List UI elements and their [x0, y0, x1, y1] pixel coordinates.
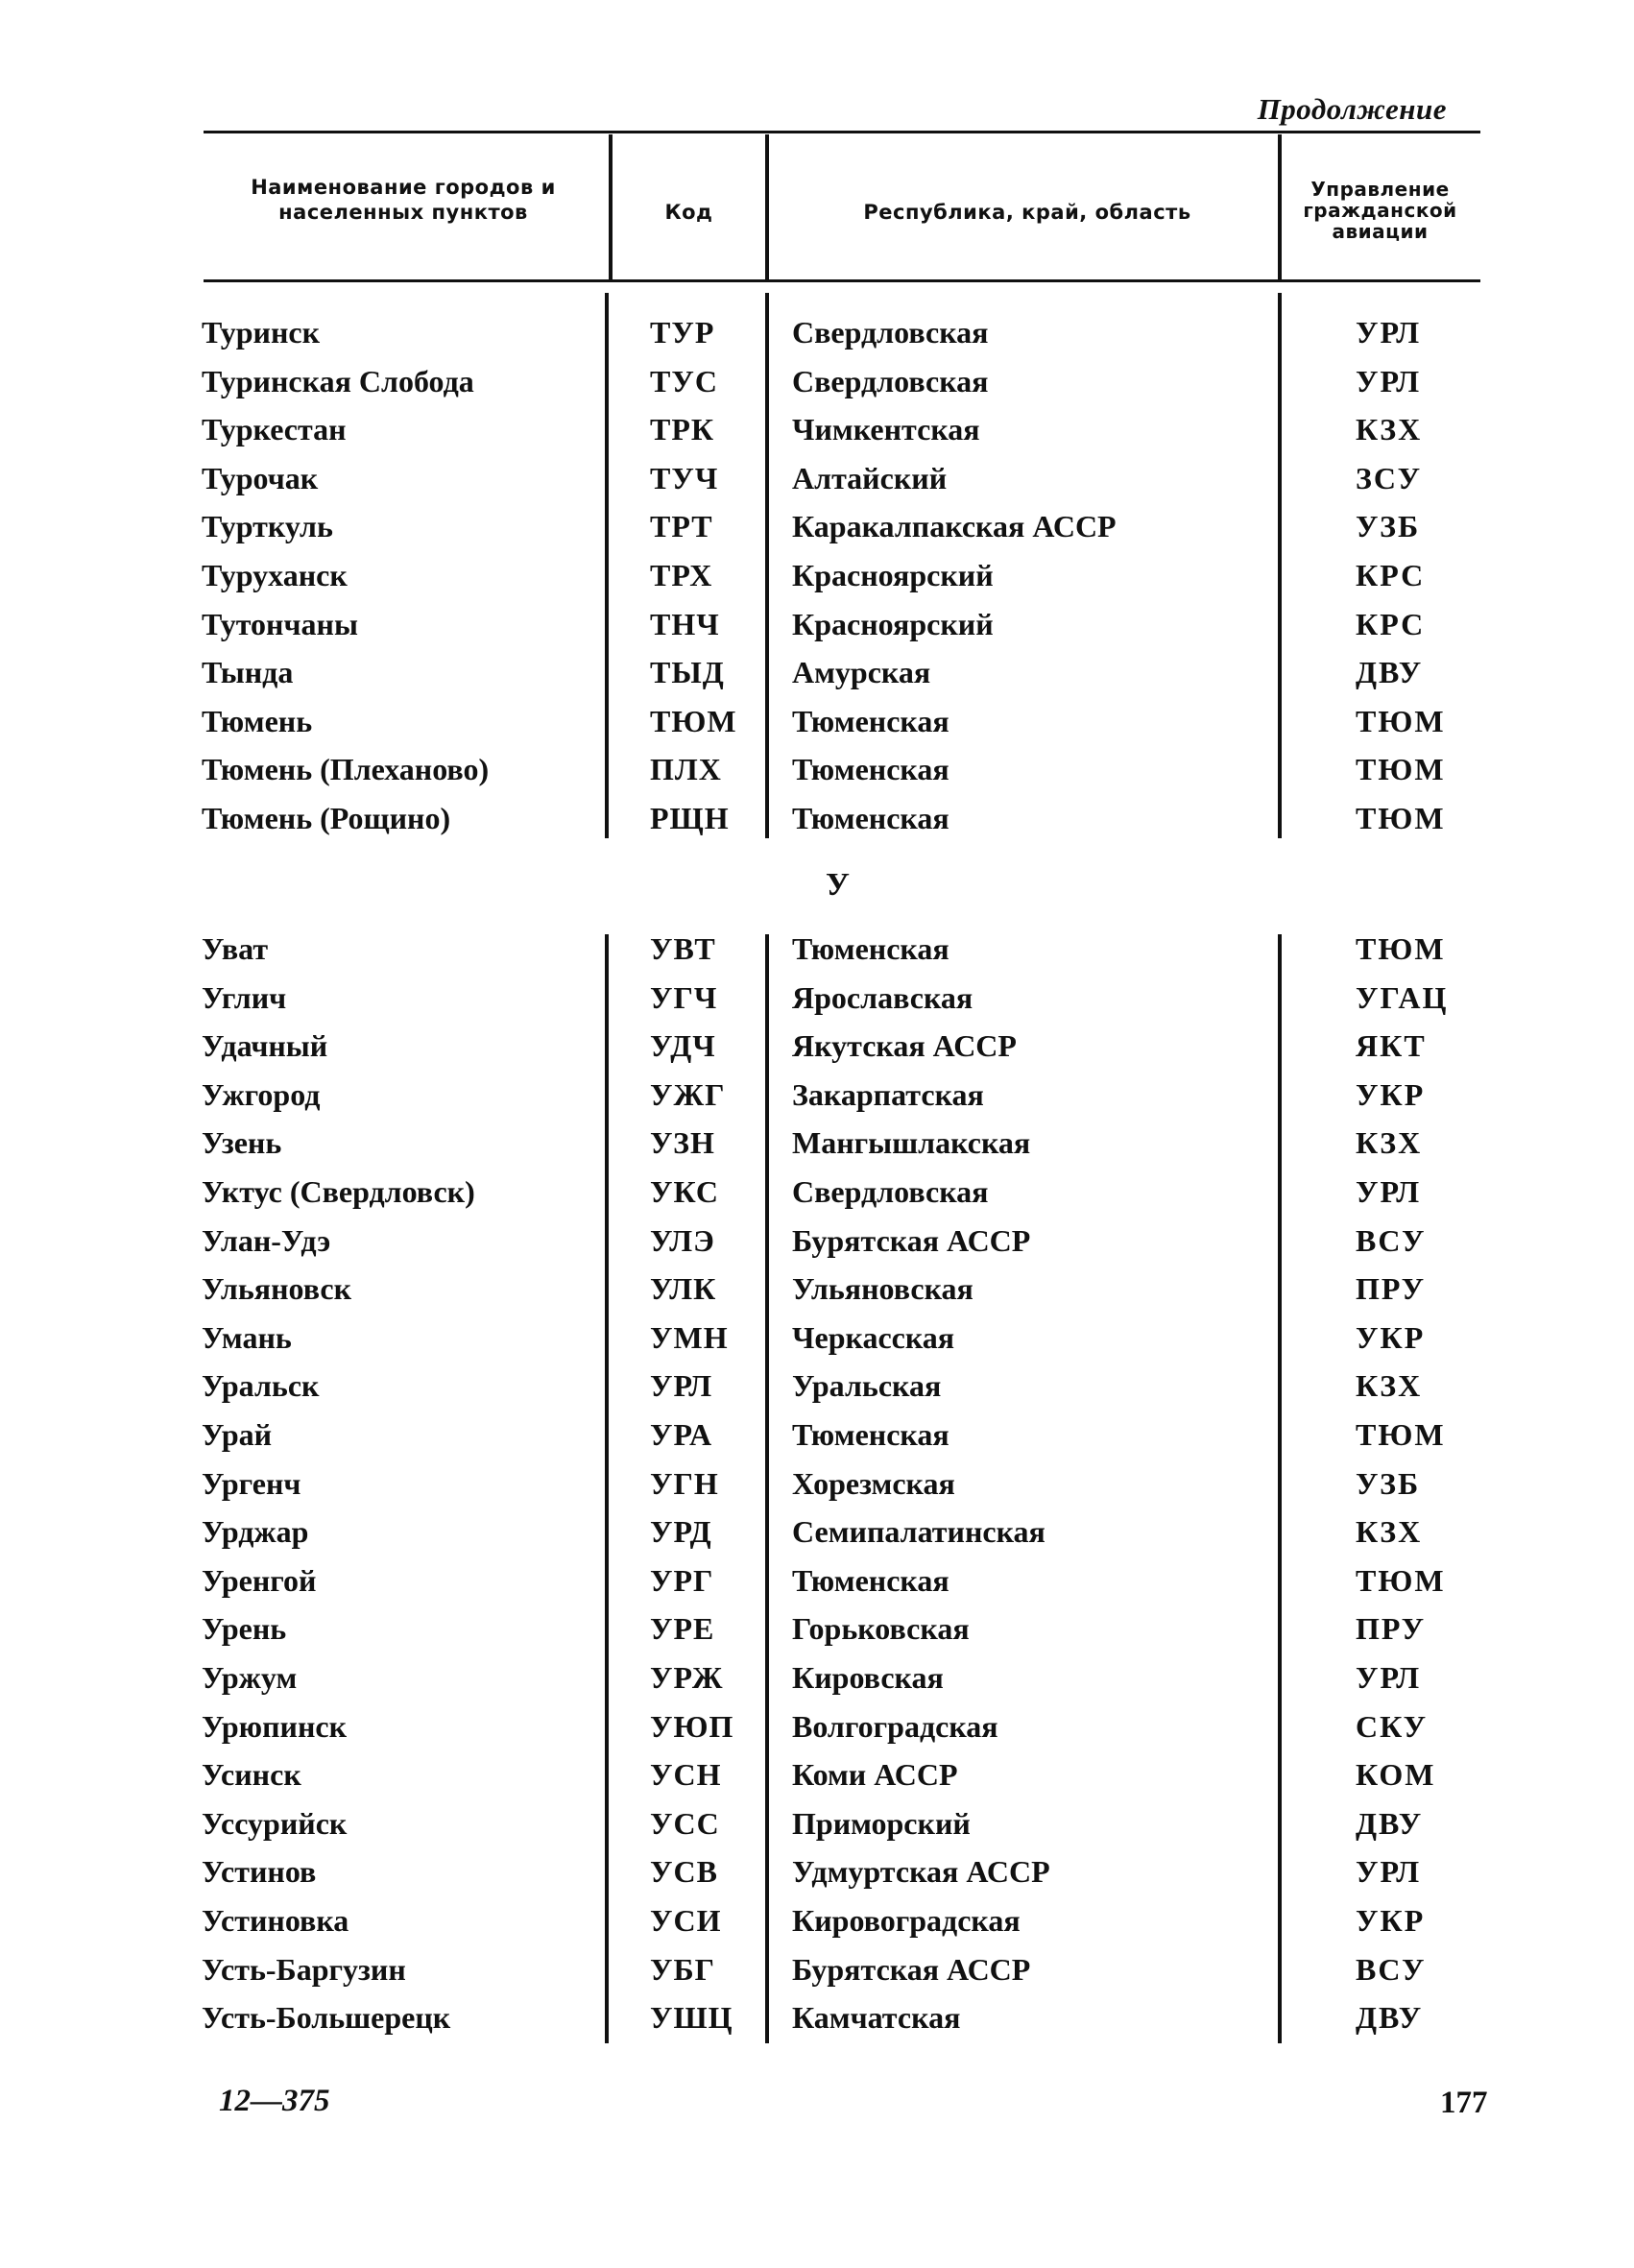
city-name: Турочак [202, 460, 319, 495]
header-name: Наименование городов и населенных пунктов [251, 176, 556, 224]
city-code: УРЛ [650, 1368, 713, 1404]
aviation-authority: УРЛ [1356, 363, 1422, 398]
city-code: ТЮМ [650, 703, 737, 738]
aviation-authority: КРС [1356, 606, 1426, 641]
table-row [0, 315, 1634, 363]
aviation-authority: ДВУ [1356, 2000, 1424, 2036]
region-name: Хорезмская [792, 1465, 955, 1501]
city-name: Уктус (Свердловск) [202, 1174, 475, 1209]
city-code: УРЖ [650, 1660, 724, 1695]
aviation-authority: ПРУ [1356, 1611, 1427, 1647]
region-name: Бурятская АССР [792, 1222, 1031, 1258]
region-name: Тюменская [792, 801, 949, 835]
region-name: Кировская [792, 1660, 944, 1695]
city-name: Тюмень (Плеханово) [202, 752, 490, 787]
city-code: УРА [650, 1417, 713, 1452]
header-divider [609, 134, 613, 280]
city-code: УЮП [650, 1708, 734, 1744]
region-name: Тюменская [792, 931, 949, 966]
table-row [0, 1611, 1634, 1659]
table-row [0, 1660, 1634, 1708]
city-code: ТРХ [650, 558, 713, 592]
table-row [0, 1806, 1634, 1854]
header-bottom-rule [204, 279, 1480, 282]
region-name: Алтайский [792, 460, 948, 495]
table-row [0, 558, 1634, 606]
aviation-authority: ТЮМ [1356, 931, 1446, 966]
aviation-authority: УКР [1356, 1076, 1426, 1112]
aviation-authority: УЗБ [1356, 1465, 1421, 1501]
table-row [0, 1757, 1634, 1805]
region-name: Свердловская [792, 363, 989, 398]
city-code: УДЧ [650, 1028, 716, 1064]
table-row [0, 1854, 1634, 1902]
region-name: Уральская [792, 1368, 942, 1404]
region-name: Ульяновская [792, 1271, 973, 1307]
aviation-authority: СКУ [1356, 1708, 1429, 1744]
city-code: ТУР [650, 315, 715, 350]
table-row [0, 1320, 1634, 1368]
aviation-authority: КЗХ [1356, 1514, 1423, 1550]
section-letter: У [826, 867, 850, 903]
aviation-authority: ПРУ [1356, 1271, 1427, 1307]
region-name: Коми АССР [792, 1757, 958, 1793]
city-code: УГЧ [650, 979, 718, 1015]
city-code: УСИ [650, 1903, 722, 1938]
footer-code: 12—375 [219, 2084, 330, 2118]
city-code: УСВ [650, 1854, 718, 1890]
city-code: УЛК [650, 1271, 717, 1307]
region-name: Удмуртская АССР [792, 1854, 1050, 1890]
table-row [0, 461, 1634, 509]
region-name: Мангышлакская [792, 1125, 1031, 1161]
city-code: ТРТ [650, 509, 713, 544]
city-name: Узень [202, 1125, 282, 1161]
table-row [0, 1271, 1634, 1319]
aviation-authority: КЗХ [1356, 1368, 1423, 1404]
aviation-authority: УЗБ [1356, 509, 1421, 544]
aviation-authority: УКР [1356, 1903, 1426, 1938]
city-code: ПЛХ [650, 752, 722, 787]
aviation-authority: ТЮМ [1356, 1562, 1446, 1598]
city-name: Урень [202, 1611, 287, 1647]
table-row [0, 607, 1634, 655]
city-name: Туринск [202, 315, 321, 350]
city-name: Удачный [202, 1028, 328, 1064]
table-row [0, 980, 1634, 1028]
aviation-authority: КОМ [1356, 1757, 1436, 1793]
city-name: Тюмень (Рощино) [202, 801, 451, 835]
city-code: УЗН [650, 1125, 715, 1161]
city-code: УВТ [650, 931, 716, 966]
region-name: Волгоградская [792, 1708, 998, 1744]
aviation-authority: УКР [1356, 1319, 1426, 1355]
region-name: Горьковская [792, 1611, 970, 1647]
table-row [0, 1417, 1634, 1465]
city-name: Уральск [202, 1368, 320, 1404]
city-code: ТРК [650, 412, 715, 447]
city-code: ТНЧ [650, 606, 720, 641]
table-row [0, 1466, 1634, 1514]
city-name: Туркестан [202, 412, 347, 447]
aviation-authority: ЯКТ [1356, 1028, 1427, 1064]
table-row [0, 412, 1634, 460]
city-code: УГН [650, 1465, 719, 1501]
table-row [0, 1223, 1634, 1271]
table-row [0, 655, 1634, 703]
city-name: Улан-Удэ [202, 1222, 331, 1258]
city-name: Туруханск [202, 558, 348, 592]
region-name: Тюменская [792, 752, 949, 787]
region-name: Чимкентская [792, 412, 980, 447]
region-name: Приморский [792, 1805, 971, 1841]
aviation-authority: ЗСУ [1356, 460, 1423, 495]
city-name: Урай [202, 1417, 273, 1452]
region-name: Свердловская [792, 1174, 989, 1209]
city-code: РЩН [650, 801, 730, 835]
region-name: Амурская [792, 655, 931, 690]
city-code: УСН [650, 1757, 722, 1793]
aviation-authority: КЗХ [1356, 412, 1423, 447]
aviation-authority: ДВУ [1356, 655, 1424, 690]
aviation-authority: ТЮМ [1356, 752, 1446, 787]
table-row [0, 1952, 1634, 2000]
city-code: УРГ [650, 1562, 714, 1598]
table-row [0, 1028, 1634, 1076]
header-code: Код [664, 201, 713, 224]
city-name: Тында [202, 655, 294, 690]
aviation-authority: УГАЦ [1356, 979, 1449, 1015]
region-name: Свердловская [792, 315, 989, 350]
table-row [0, 1174, 1634, 1222]
city-code: УЛЭ [650, 1222, 715, 1258]
city-name: Ургенч [202, 1465, 301, 1501]
aviation-authority: ТЮМ [1356, 1417, 1446, 1452]
table-row [0, 1077, 1634, 1125]
header-divider [1278, 134, 1282, 280]
aviation-authority: УРЛ [1356, 1174, 1422, 1209]
table-row [0, 1125, 1634, 1173]
region-name: Красноярский [792, 606, 994, 641]
table-row [0, 1709, 1634, 1757]
city-name: Устиновка [202, 1903, 349, 1938]
city-name: Турткуль [202, 509, 333, 544]
aviation-authority: ДВУ [1356, 1805, 1424, 1841]
region-name: Тюменская [792, 1417, 949, 1452]
table-row [0, 1368, 1634, 1416]
region-name: Семипалатинская [792, 1514, 1045, 1550]
city-name: Тутончаны [202, 606, 358, 641]
header-authority: Управление гражданской авиации [1303, 178, 1457, 243]
aviation-authority: ВСУ [1356, 1222, 1427, 1258]
aviation-authority: КЗХ [1356, 1125, 1423, 1161]
region-name: Тюменская [792, 1562, 949, 1598]
table-row [0, 801, 1634, 849]
city-name: Уват [202, 931, 269, 966]
region-name: Черкасская [792, 1319, 955, 1355]
city-name: Ульяновск [202, 1271, 352, 1307]
region-name: Тюменская [792, 703, 949, 738]
aviation-authority: ВСУ [1356, 1951, 1427, 1987]
city-name: Тюмень [202, 703, 313, 738]
region-name: Красноярский [792, 558, 994, 592]
city-name: Устинов [202, 1854, 317, 1890]
city-name: Углич [202, 979, 287, 1015]
region-name: Кировоградская [792, 1903, 1021, 1938]
table-row [0, 1903, 1634, 1951]
city-code: УБГ [650, 1951, 715, 1987]
city-code: УСС [650, 1805, 720, 1841]
city-code: ТЫД [650, 655, 725, 690]
city-name: Ужгород [202, 1076, 321, 1112]
aviation-authority: УРЛ [1356, 1660, 1422, 1695]
city-name: Усть-Большерецк [202, 2000, 451, 2036]
table-row [0, 1563, 1634, 1611]
city-name: Туринская Слобода [202, 363, 474, 398]
aviation-authority: ТЮМ [1356, 703, 1446, 738]
region-name: Якутская АССР [792, 1028, 1017, 1064]
aviation-authority: УРЛ [1356, 1854, 1422, 1890]
continuation-label: Продолжение [1257, 92, 1447, 126]
header-top-rule [204, 131, 1480, 133]
table-row [0, 1514, 1634, 1562]
city-name: Уренгой [202, 1562, 317, 1598]
aviation-authority: ТЮМ [1356, 801, 1446, 835]
city-code: УМН [650, 1319, 729, 1355]
region-name: Ярославская [792, 979, 973, 1015]
page-number: 177 [1440, 2086, 1488, 2120]
city-name: Уржум [202, 1660, 298, 1695]
header-region: Республика, край, область [863, 201, 1191, 224]
city-code: УРЕ [650, 1611, 715, 1647]
table-row [0, 364, 1634, 412]
table-row [0, 2000, 1634, 2048]
region-name: Бурятская АССР [792, 1951, 1031, 1987]
city-name: Урюпинск [202, 1708, 348, 1744]
city-name: Урджар [202, 1514, 309, 1550]
city-code: ТУЧ [650, 460, 719, 495]
city-code: УКС [650, 1174, 719, 1209]
city-code: УЖГ [650, 1076, 726, 1112]
aviation-authority: КРС [1356, 558, 1426, 592]
table-row [0, 704, 1634, 752]
region-name: Каракалпакская АССР [792, 509, 1117, 544]
city-name: Усть-Баргузин [202, 1951, 406, 1987]
aviation-authority: УРЛ [1356, 315, 1422, 350]
header-divider [765, 134, 769, 280]
city-code: УРД [650, 1514, 712, 1550]
table-row [0, 752, 1634, 800]
city-code: ТУС [650, 363, 718, 398]
city-name: Усинск [202, 1757, 301, 1793]
city-name: Умань [202, 1319, 292, 1355]
region-name: Закарпатская [792, 1076, 984, 1112]
table-row [0, 509, 1634, 557]
region-name: Камчатская [792, 2000, 961, 2036]
city-code: УШЦ [650, 2000, 733, 2036]
city-name: Уссурийск [202, 1805, 348, 1841]
table-row [0, 931, 1634, 979]
